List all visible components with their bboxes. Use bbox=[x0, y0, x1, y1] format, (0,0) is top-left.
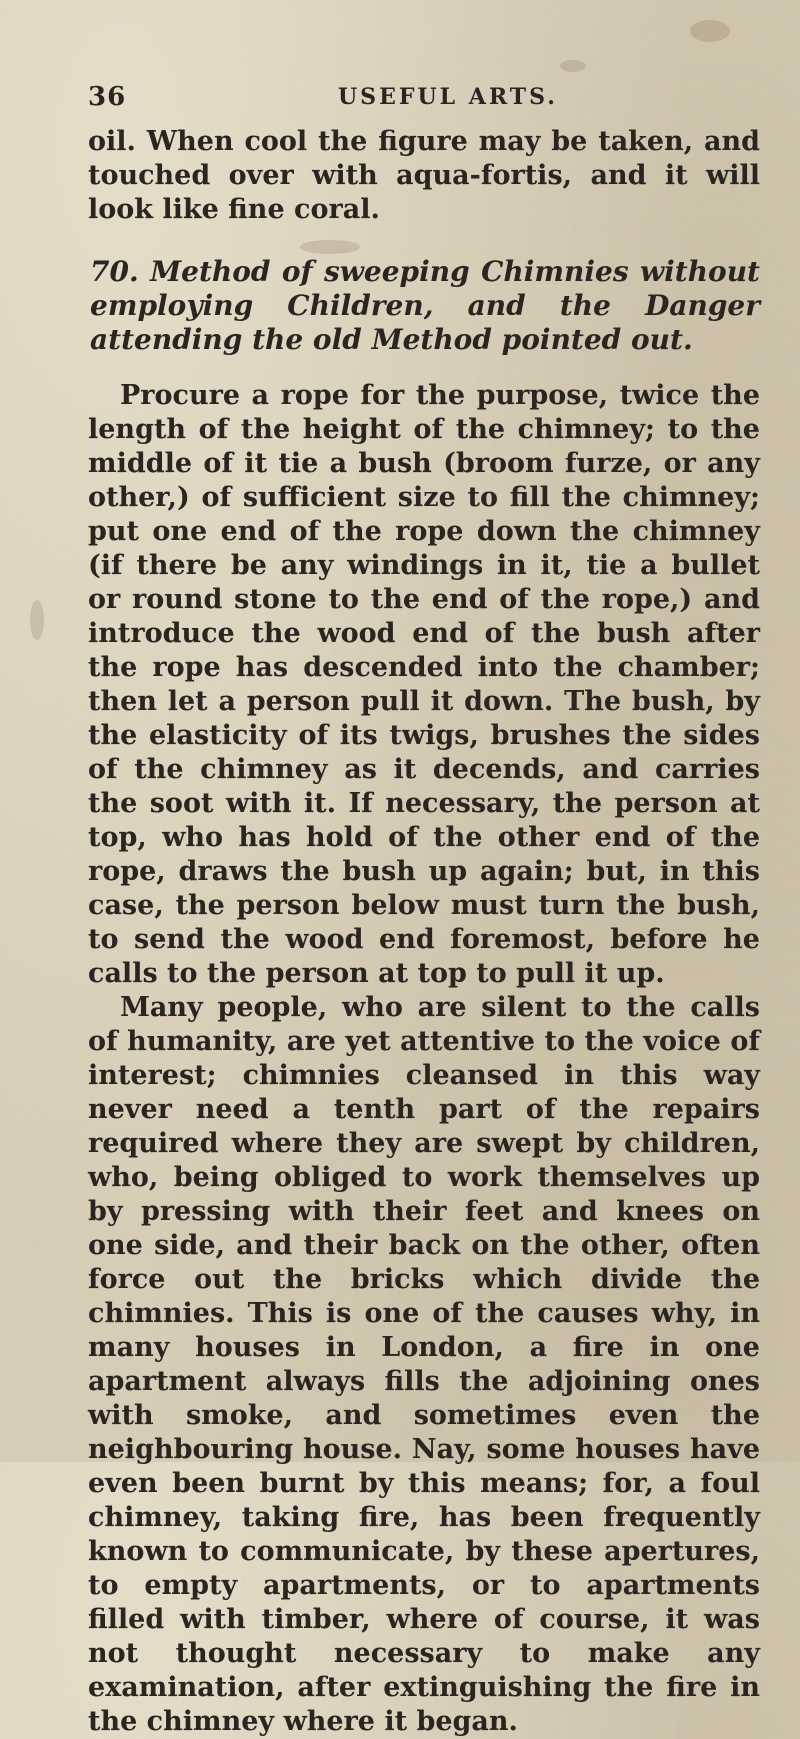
paper-stain bbox=[690, 20, 730, 42]
paragraph-many-people: Many people, who are silent to the calls of humanity, are yet attentive to the voice of interest; chimnies cleansed in this way never need a tenth part of the repairs required where they are swept by children, who, being obliged to work themselves up by pressing with their feet and knees on one side, and their back on the other, often force out the bricks which divide the chimnies. This is one of the causes why, in many houses in London, a fire in one apartment always fills the adjoining ones with smoke, and sometimes even the neighbouring house. Nay, some houses have even been burnt by this means; for, a foul chimney, taking fire, has been frequently known to communicate, by these apertures, to empty apartments, or to apartments filled with timber, where of course, it was not thought necessary to make any examination, after extinguishing the fire in the chimney where it began. bbox=[88, 992, 760, 1737]
section-heading: 70. Method of sweeping Chimnies without employing Children, and the Danger attending the old Method pointed out. bbox=[90, 255, 760, 356]
running-title: USEFUL ARTS. bbox=[338, 84, 558, 110]
opening-paragraph: oil. When cool the figure may be taken, and touched over with aqua-fortis, and it will look like fine coral. bbox=[88, 126, 760, 225]
paragraph-procure-rope: Procure a rope for the purpose, twice the length of the height of the chimney; to the middle of it tie a bush (broom furze, or any other,) of sufficient size to fill the chimney; put one end of the rope down the chimney (if there be any windings in it, tie a bullet or round stone to the end of the rope,) and introduce the wood end of the bush after the rope has descended into the chamber; then let a person pull it down. The bush, by the elasticity of its twigs, brushes the sides of the chimney as it decends, and carries the soot with it. If necessary, the person at top, who has hold of the other end of the rope, draws the bush up again; but, in this case, the person below must turn the bush, to send the wood end foremost, before he calls to the person at top to pull it up. bbox=[88, 380, 760, 989]
body-text bbox=[88, 125, 760, 1739]
page-number: 36 bbox=[88, 82, 127, 112]
paper-stain bbox=[30, 600, 44, 640]
paper-stain bbox=[560, 60, 586, 72]
running-head bbox=[88, 82, 728, 112]
